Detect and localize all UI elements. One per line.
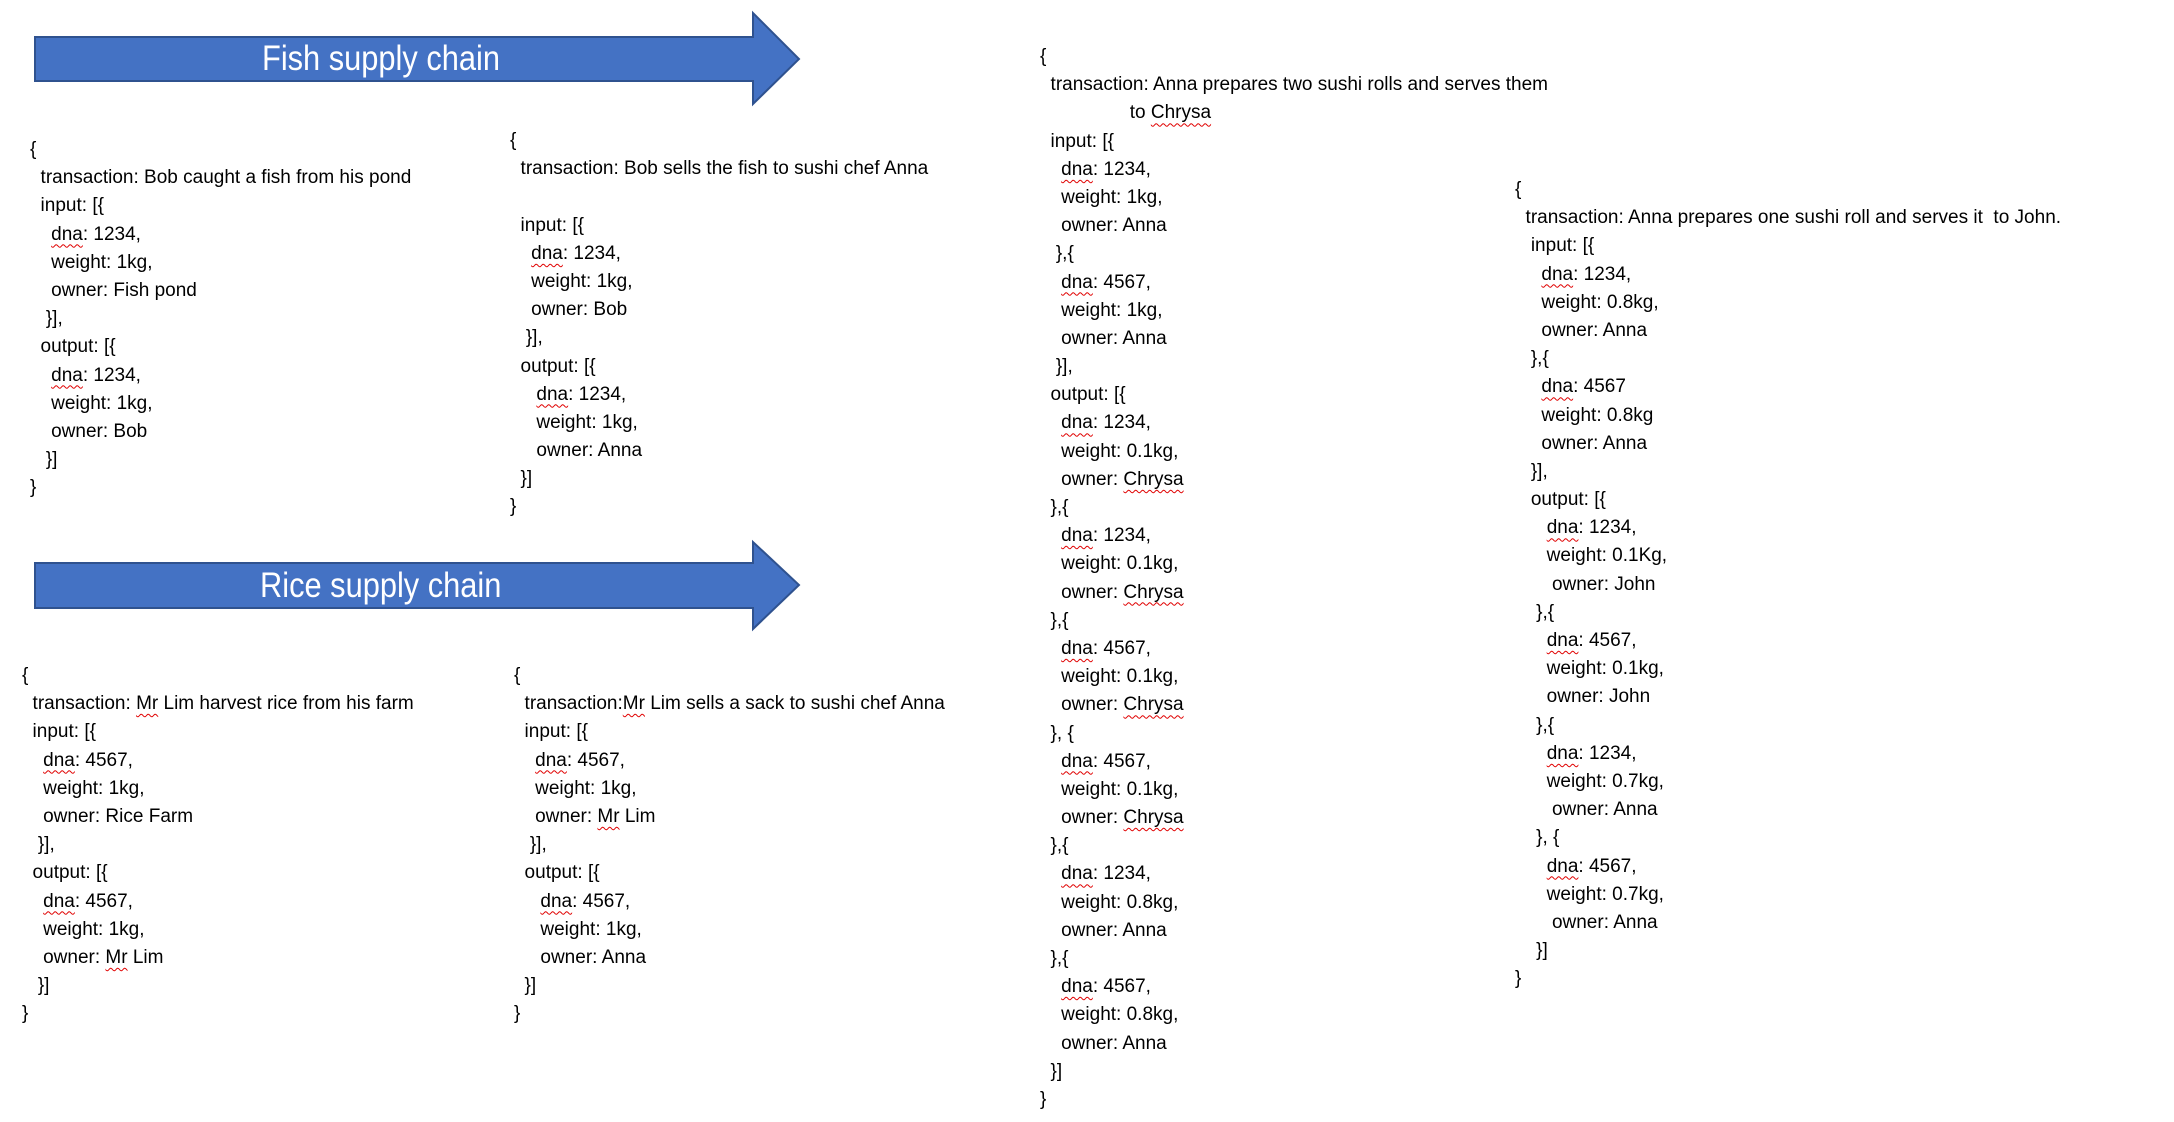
spellcheck-flagged-word: Chrysa: [1150, 102, 1212, 124]
code-line: }],: [1040, 356, 1073, 378]
code-line: owner: Mr Lim: [22, 946, 164, 968]
code-line: }],: [22, 834, 55, 856]
code-line: input: [{: [1515, 235, 1595, 257]
code-line: dna: 4567,: [540, 890, 631, 912]
code-line: weight: 0.1kg,: [1040, 666, 1179, 688]
code-line: owner: Rice Farm: [22, 805, 194, 827]
code-line: to Chrysa: [1040, 102, 1212, 124]
code-line: owner: John: [1515, 573, 1656, 595]
code-line: owner: Chrysa: [1040, 581, 1184, 603]
spellcheck-flagged-word: dna: [1061, 750, 1093, 772]
code-line: weight: 1kg,: [1040, 186, 1163, 208]
code-line: }: [30, 477, 37, 499]
code-line: dna: 4567,: [1546, 855, 1637, 877]
code-line: weight: 0.7kg,: [1515, 770, 1664, 792]
code-line: {: [514, 665, 521, 686]
code-line: }]: [514, 975, 537, 997]
spellcheck-flagged-word: dna: [1061, 271, 1093, 293]
code-line: owner: John: [1515, 686, 1651, 708]
code-line: [510, 183, 928, 211]
code-line: owner: Anna: [1515, 432, 1648, 454]
spellcheck-flagged-word: dna: [1061, 637, 1093, 659]
code-line: }],: [30, 308, 63, 330]
code-line: weight: 1kg,: [514, 777, 637, 799]
code-line: owner: Chrysa: [1040, 807, 1184, 829]
code-line: weight: 0.7kg,: [1515, 883, 1664, 905]
code-line: {: [22, 665, 29, 686]
code-line: transaction:Mr Lim sells a sack to sushi chef Anna: [514, 693, 945, 715]
code-line: },{: [1040, 835, 1069, 857]
code-line: dna: 4567,: [535, 749, 625, 771]
code-line: dna: 1234,: [1061, 525, 1151, 547]
code-line: weight: 0.8kg,: [1040, 891, 1179, 913]
code-line: output: [{: [510, 355, 596, 377]
rice-supply-chain-label: Rice supply chain: [260, 566, 502, 605]
code-line: weight: 0.1kg,: [1515, 658, 1664, 680]
code-line: weight: 1kg,: [510, 411, 638, 433]
code-line: dna: 4567,: [1546, 630, 1637, 651]
sushi-chrysa-transaction: [1040, 43, 1548, 1114]
code-line: weight: 0.8kg,: [1040, 1004, 1179, 1026]
code-line: }],: [514, 834, 547, 856]
code-line: input: [{: [30, 195, 104, 217]
code-line: dna: 1234,: [1061, 863, 1151, 885]
code-line: }: [510, 496, 517, 518]
spellcheck-flagged-word: dna: [1546, 855, 1579, 877]
code-line: owner: Anna: [1515, 319, 1648, 341]
code-line: dna: 4567,: [1061, 750, 1151, 772]
code-line: owner: Chrysa: [1040, 468, 1184, 490]
rice-sale-transaction: [514, 662, 945, 1028]
code-line: },{: [1515, 348, 1549, 370]
code-line: weight: 1kg,: [22, 918, 145, 940]
code-line: owner: Anna: [1040, 1032, 1167, 1054]
code-line: dna: 4567: [1541, 376, 1626, 398]
code-line: weight: 1kg,: [1040, 299, 1163, 321]
code-line: transaction: Bob sells the fish to sushi chef Anna: [510, 158, 929, 180]
spellcheck-flagged-word: Chrysa: [1123, 581, 1184, 603]
code-line: owner: Mr Lim: [514, 805, 656, 827]
code-line: transaction: Anna prepares two sushi rolls and serves them: [1040, 74, 1548, 96]
spellcheck-flagged-word: dna: [1546, 517, 1579, 539]
spellcheck-flagged-word: dna: [1061, 525, 1093, 547]
code-line: dna: 4567,: [1061, 976, 1151, 998]
code-line: }]: [30, 449, 58, 471]
sushi-john-transaction: [1515, 176, 2061, 993]
code-line: }: [1515, 968, 1522, 990]
spellcheck-flagged-word: dna: [531, 242, 563, 264]
code-line: {: [1515, 179, 1522, 200]
code-line: owner: Anna: [1040, 215, 1167, 237]
spellcheck-flagged-word: Chrysa: [1123, 807, 1184, 829]
code-line: dna: 1234,: [1546, 517, 1637, 539]
spellcheck-flagged-word: Mr: [136, 693, 159, 715]
code-line: transaction: Bob caught a fish from his pond: [30, 167, 412, 189]
code-line: dna: 1234,: [1541, 263, 1632, 285]
code-line: weight: 0.1kg,: [1040, 553, 1179, 575]
code-line: dna: 1234,: [536, 383, 627, 405]
spellcheck-flagged-word: dna: [1061, 976, 1093, 998]
code-line: dna: 1234,: [1061, 158, 1151, 180]
code-line: dna: 4567,: [43, 749, 133, 771]
code-line: }]: [1515, 940, 1548, 962]
spellcheck-flagged-word: Mr: [597, 805, 620, 827]
code-line: weight: 0.1kg,: [1040, 778, 1179, 800]
code-line: weight: 0.1Kg,: [1515, 545, 1668, 567]
code-line: }: [1040, 1088, 1047, 1110]
code-line: weight: 1kg,: [30, 392, 153, 414]
code-line: weight: 1kg,: [514, 918, 642, 940]
spellcheck-flagged-word: Chrysa: [1123, 468, 1184, 490]
code-line: weight: 0.8kg: [1515, 404, 1654, 426]
code-line: }: [514, 1003, 521, 1025]
code-line: {: [510, 130, 517, 151]
code-line: {: [1040, 46, 1047, 67]
code-line: output: [{: [22, 862, 108, 884]
code-line: },{: [1040, 609, 1069, 631]
code-line: owner: Fish pond: [30, 279, 197, 301]
spellcheck-flagged-word: Mr: [622, 693, 645, 715]
spellcheck-flagged-word: dna: [51, 223, 83, 245]
code-line: input: [{: [510, 214, 584, 236]
spellcheck-flagged-word: dna: [1546, 742, 1579, 764]
spellcheck-flagged-word: Mr: [105, 946, 128, 968]
code-line: }],: [510, 327, 543, 349]
code-line: output: [{: [1515, 489, 1606, 511]
code-line: dna: 4567,: [1061, 271, 1151, 293]
code-line: output: [{: [514, 862, 600, 884]
code-line: },{: [1040, 948, 1069, 969]
code-line: owner: Bob: [510, 299, 628, 321]
spellcheck-flagged-word: dna: [1061, 158, 1093, 180]
spellcheck-flagged-word: Chrysa: [1123, 694, 1184, 716]
code-line: dna: 1234,: [51, 364, 141, 386]
spellcheck-flagged-word: dna: [535, 749, 567, 771]
code-line: }, {: [1040, 722, 1074, 744]
code-line: owner: Bob: [30, 420, 148, 442]
code-line: },{: [1515, 601, 1555, 623]
code-line: weight: 0.1kg,: [1040, 440, 1179, 462]
fish-supply-chain-label: Fish supply chain: [262, 39, 500, 78]
code-line: }]: [1040, 1060, 1063, 1082]
code-line: input: [{: [1040, 130, 1114, 152]
code-line: owner: Anna: [1515, 911, 1658, 933]
code-line: dna: 1234,: [51, 223, 141, 245]
code-line: },{: [1515, 714, 1555, 736]
spellcheck-flagged-word: dna: [43, 890, 75, 912]
spellcheck-flagged-word: dna: [1541, 376, 1574, 398]
spellcheck-flagged-word: dna: [1061, 412, 1093, 434]
code-line: owner: Chrysa: [1040, 694, 1184, 716]
code-line: owner: Anna: [1515, 799, 1658, 821]
code-line: }]: [510, 468, 533, 490]
code-line: weight: 0.8kg,: [1515, 291, 1659, 313]
code-line: owner: Anna: [1040, 327, 1167, 349]
spellcheck-flagged-word: dna: [1546, 630, 1579, 651]
code-line: dna: 4567,: [43, 890, 133, 912]
spellcheck-flagged-word: dna: [540, 890, 573, 912]
code-line: owner: Anna: [514, 946, 647, 968]
code-line: }: [22, 1003, 29, 1025]
code-line: {: [30, 139, 37, 160]
code-line: owner: Anna: [510, 440, 643, 462]
code-line: }]: [22, 975, 50, 997]
spellcheck-flagged-word: dna: [1061, 863, 1093, 885]
spellcheck-flagged-word: dna: [51, 364, 83, 386]
code-line: dna: 1234,: [1061, 412, 1151, 434]
code-line: owner: Anna: [1040, 919, 1167, 941]
code-line: }, {: [1515, 827, 1560, 849]
code-line: },{: [1040, 497, 1069, 518]
spellcheck-flagged-word: dna: [536, 383, 569, 405]
fish-sale-transaction: [510, 127, 928, 522]
code-line: dna: 1234,: [1546, 742, 1637, 764]
code-line: weight: 1kg,: [22, 777, 145, 799]
code-line: weight: 1kg,: [30, 251, 153, 273]
code-line: transaction: Anna prepares one sushi roll and serves it to John.: [1515, 207, 2062, 229]
code-line: transaction: Mr Lim harvest rice from his farm: [22, 693, 414, 715]
code-line: dna: 4567,: [1061, 637, 1151, 659]
fish-catch-transaction: [30, 136, 411, 502]
code-line: }],: [1515, 460, 1548, 482]
code-line: output: [{: [30, 336, 116, 358]
code-line: },{: [1040, 243, 1074, 265]
code-line: input: [{: [22, 721, 96, 743]
code-line: weight: 1kg,: [510, 270, 633, 292]
rice-harvest-transaction: [22, 662, 414, 1028]
code-line: input: [{: [514, 721, 588, 743]
spellcheck-flagged-word: dna: [1541, 263, 1574, 285]
code-line: output: [{: [1040, 384, 1126, 406]
code-line: dna: 1234,: [531, 242, 621, 264]
spellcheck-flagged-word: dna: [43, 749, 75, 771]
